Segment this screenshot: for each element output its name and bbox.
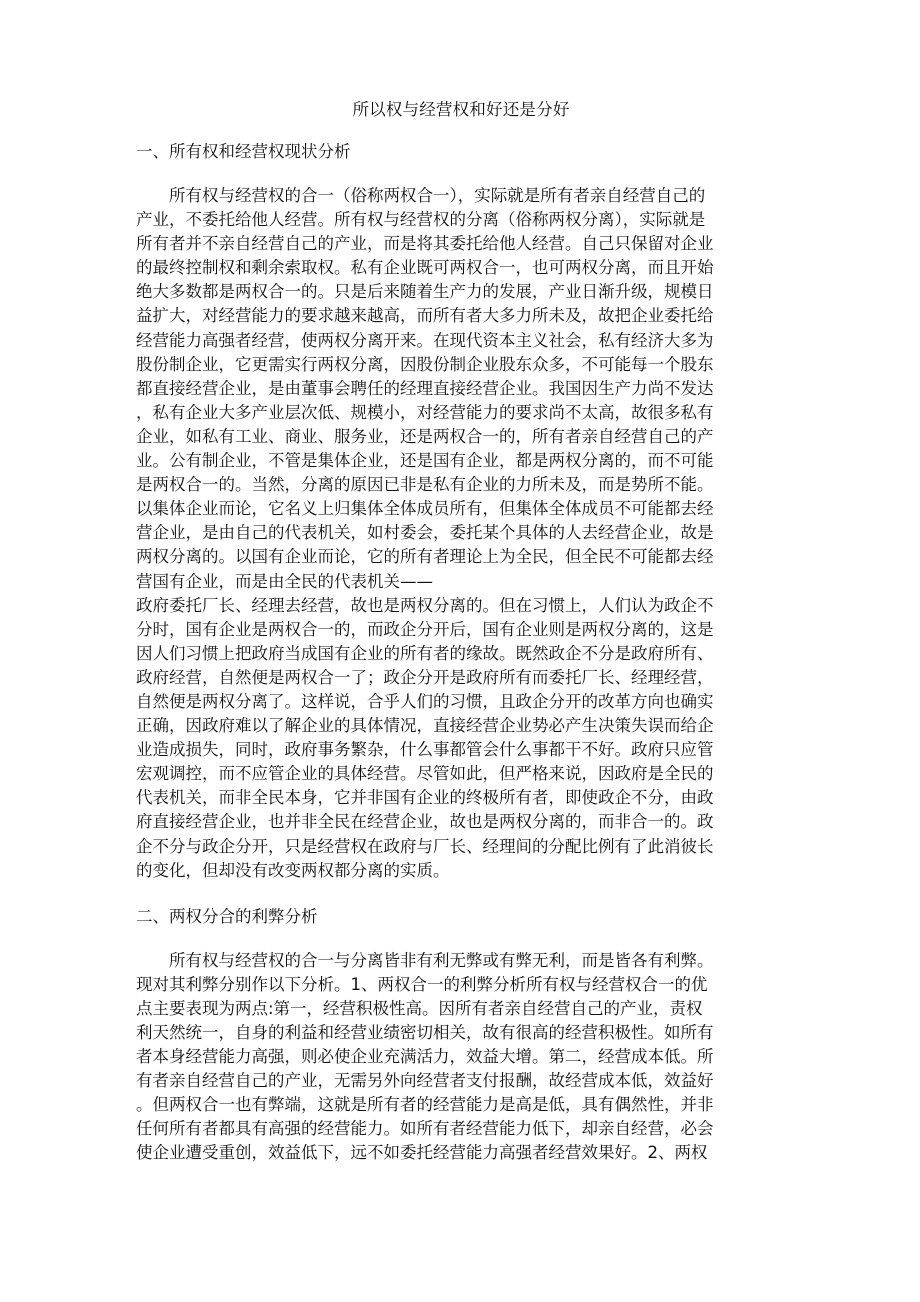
section1-heading: 一、所有权和经营权现状分析: [136, 142, 351, 161]
paragraph-line: 正确，因政府难以了解企业的具体情况，直接经营企业势必产生决策失误而给企: [136, 716, 714, 736]
paragraph-line: 是两权合一的。当然，分离的原因已非是私有企业的力所未及，而是势所不能。: [136, 475, 714, 495]
paragraph-line: 所有者并不亲自经营自己的产业，而是将其委托给他人经营。自己只保留对企业: [136, 234, 714, 254]
paragraph-line: 代表机关，而非全民本身，它并非国有企业的终极所有者，即使政企不分，由政: [136, 788, 714, 808]
section1-paragraph: [136, 184, 786, 883]
paragraph-line: 所有权与经营权的合一与分离皆非有利无弊或有弊无利，而是皆各有利弊。: [136, 950, 714, 970]
paragraph-line: 企业，如私有工业、商业、服务业，还是两权合一的，所有者亲自经营自己的产: [136, 426, 714, 446]
paragraph-line: 分时，国有企业是两权合一的，而政企分开后，国有企业则是两权分离的，这是: [136, 619, 714, 639]
paragraph-line: 政府委托厂长、经理去经营，故也是两权分离的。但在习惯上，人们认为政企不: [136, 595, 714, 615]
paragraph-line: 所有权与经营权的合一（俗称两权合一），实际就是所有者亲自经营自己的: [136, 186, 706, 205]
paragraph-line: 政府经营，自然便是两权合一了；政企分开是政府所有而委托厂长、经理经营，: [136, 667, 714, 687]
paragraph-line: ，私有企业大多产业层次低、规模小，对经营能力的要求尚不太高，故很多私有: [136, 402, 714, 422]
paragraph-line: 经营能力高强者经营，使两权分离开来。在现代资本主义社会，私有经济大多为: [136, 330, 714, 350]
paragraph-line: 使企业遭受重创，效益低下，远不如委托经营能力高强者经营效果好。2、两权: [136, 1143, 708, 1163]
section-divider-space: [136, 883, 786, 905]
paragraph-line: 以集体企业而论，它名义上归集体全体成员所有，但集体全体成员不可能都去经: [136, 499, 714, 519]
paragraph-line: 任何所有者都具有高强的经营能力。如所有者经营能力低下，却亲自经营，必会: [136, 1119, 714, 1139]
paragraph-line: 都直接经营企业，是由董事会聘任的经理直接经营企业。我国因生产力尚不发达: [136, 378, 714, 398]
paragraph-line: 府直接经营企业，也并非全民在经营企业，故也是两权分离的，而非合一的。政: [136, 812, 714, 832]
document-page: [136, 98, 786, 1166]
paragraph-line: 现对其利弊分别作以下分析。1、两权合一的利弊分析所有权与经营权合一的优: [136, 974, 708, 994]
paragraph-line: 营国有企业，而是由全民的代表机关——: [136, 571, 433, 591]
paragraph-line: 利天然统一，自身的利益和经营业绩密切相关，故有很高的经营积极性。如所有: [136, 1023, 714, 1042]
paragraph-line: 。但两权合一也有弊端，这就是所有者的经营能力是高是低，具有偶然性，并非: [136, 1095, 714, 1115]
paragraph-line: 的变化，但却没有改变两权都分离的实质。: [136, 860, 450, 880]
section2-paragraph: [136, 949, 786, 1166]
paragraph-line: 业。公有制企业，不管是集体企业，还是国有企业，都是两权分离的，而不可能: [136, 451, 714, 471]
paragraph-line: 有者亲自经营自己的产业，无需另外向经营者支付报酬，故经营成本低，效益好: [136, 1071, 714, 1091]
paragraph-line: 绝大多数都是两权合一的。只是后来随着生产力的发展，产业日渐升级，规模日: [136, 282, 714, 302]
paragraph-line: 自然便是两权分离了。这样说，合乎人们的习惯，且政企分开的改革方向也确实: [136, 691, 714, 711]
paragraph-line: 点主要表现为两点:第一，经营积极性高。因所有者亲自经营自己的产业，责权: [136, 998, 703, 1018]
paragraph-line: 产业，不委托给他人经营。所有权与经营权的分离（俗称两权分离），实际就是: [136, 210, 706, 230]
paragraph-line: 益扩大，对经营能力的要求越来越高，而所有者大多力所未及，故把企业委托给: [136, 306, 714, 326]
section2-heading: 二、两权分合的利弊分析: [136, 906, 318, 926]
paragraph-line: 营企业，是由自己的代表机关，如村委会，委托某个具体的人去经营企业，故是: [136, 523, 714, 543]
paragraph-line: 企不分与政企分开，只是经营权在政府与厂长、经理间的分配比例有了此消彼长: [136, 836, 714, 856]
paragraph-line: 业造成损失，同时，政府事务繁杂，什么事都管会什么事都干不好。政府只应管: [136, 740, 714, 760]
paragraph-line: 股份制企业，它更需实行两权分离，因股份制企业股东众多，不可能每一个股东: [136, 354, 714, 374]
paragraph-line: 因人们习惯上把政府当成国有企业的所有者的缘故。既然政企不分是政府所有、: [136, 643, 714, 663]
paragraph-line: 者本身经营能力高强，则必使企业充满活力，效益大增。第二，经营成本低。所: [136, 1047, 714, 1067]
paragraph-line: 宏观调控，而不应管企业的具体经营。尽管如此，但严格来说，因政府是全民的: [136, 764, 714, 784]
document-title: 所以权与经营权和好还是分好: [352, 100, 570, 119]
paragraph-line: 两权分离的。以国有企业而论，它的所有者理论上为全民，但全民不可能都去经: [136, 547, 714, 567]
paragraph-line: 的最终控制权和剩余索取权。私有企业既可两权合一，也可两权分离，而且开始: [136, 258, 714, 278]
